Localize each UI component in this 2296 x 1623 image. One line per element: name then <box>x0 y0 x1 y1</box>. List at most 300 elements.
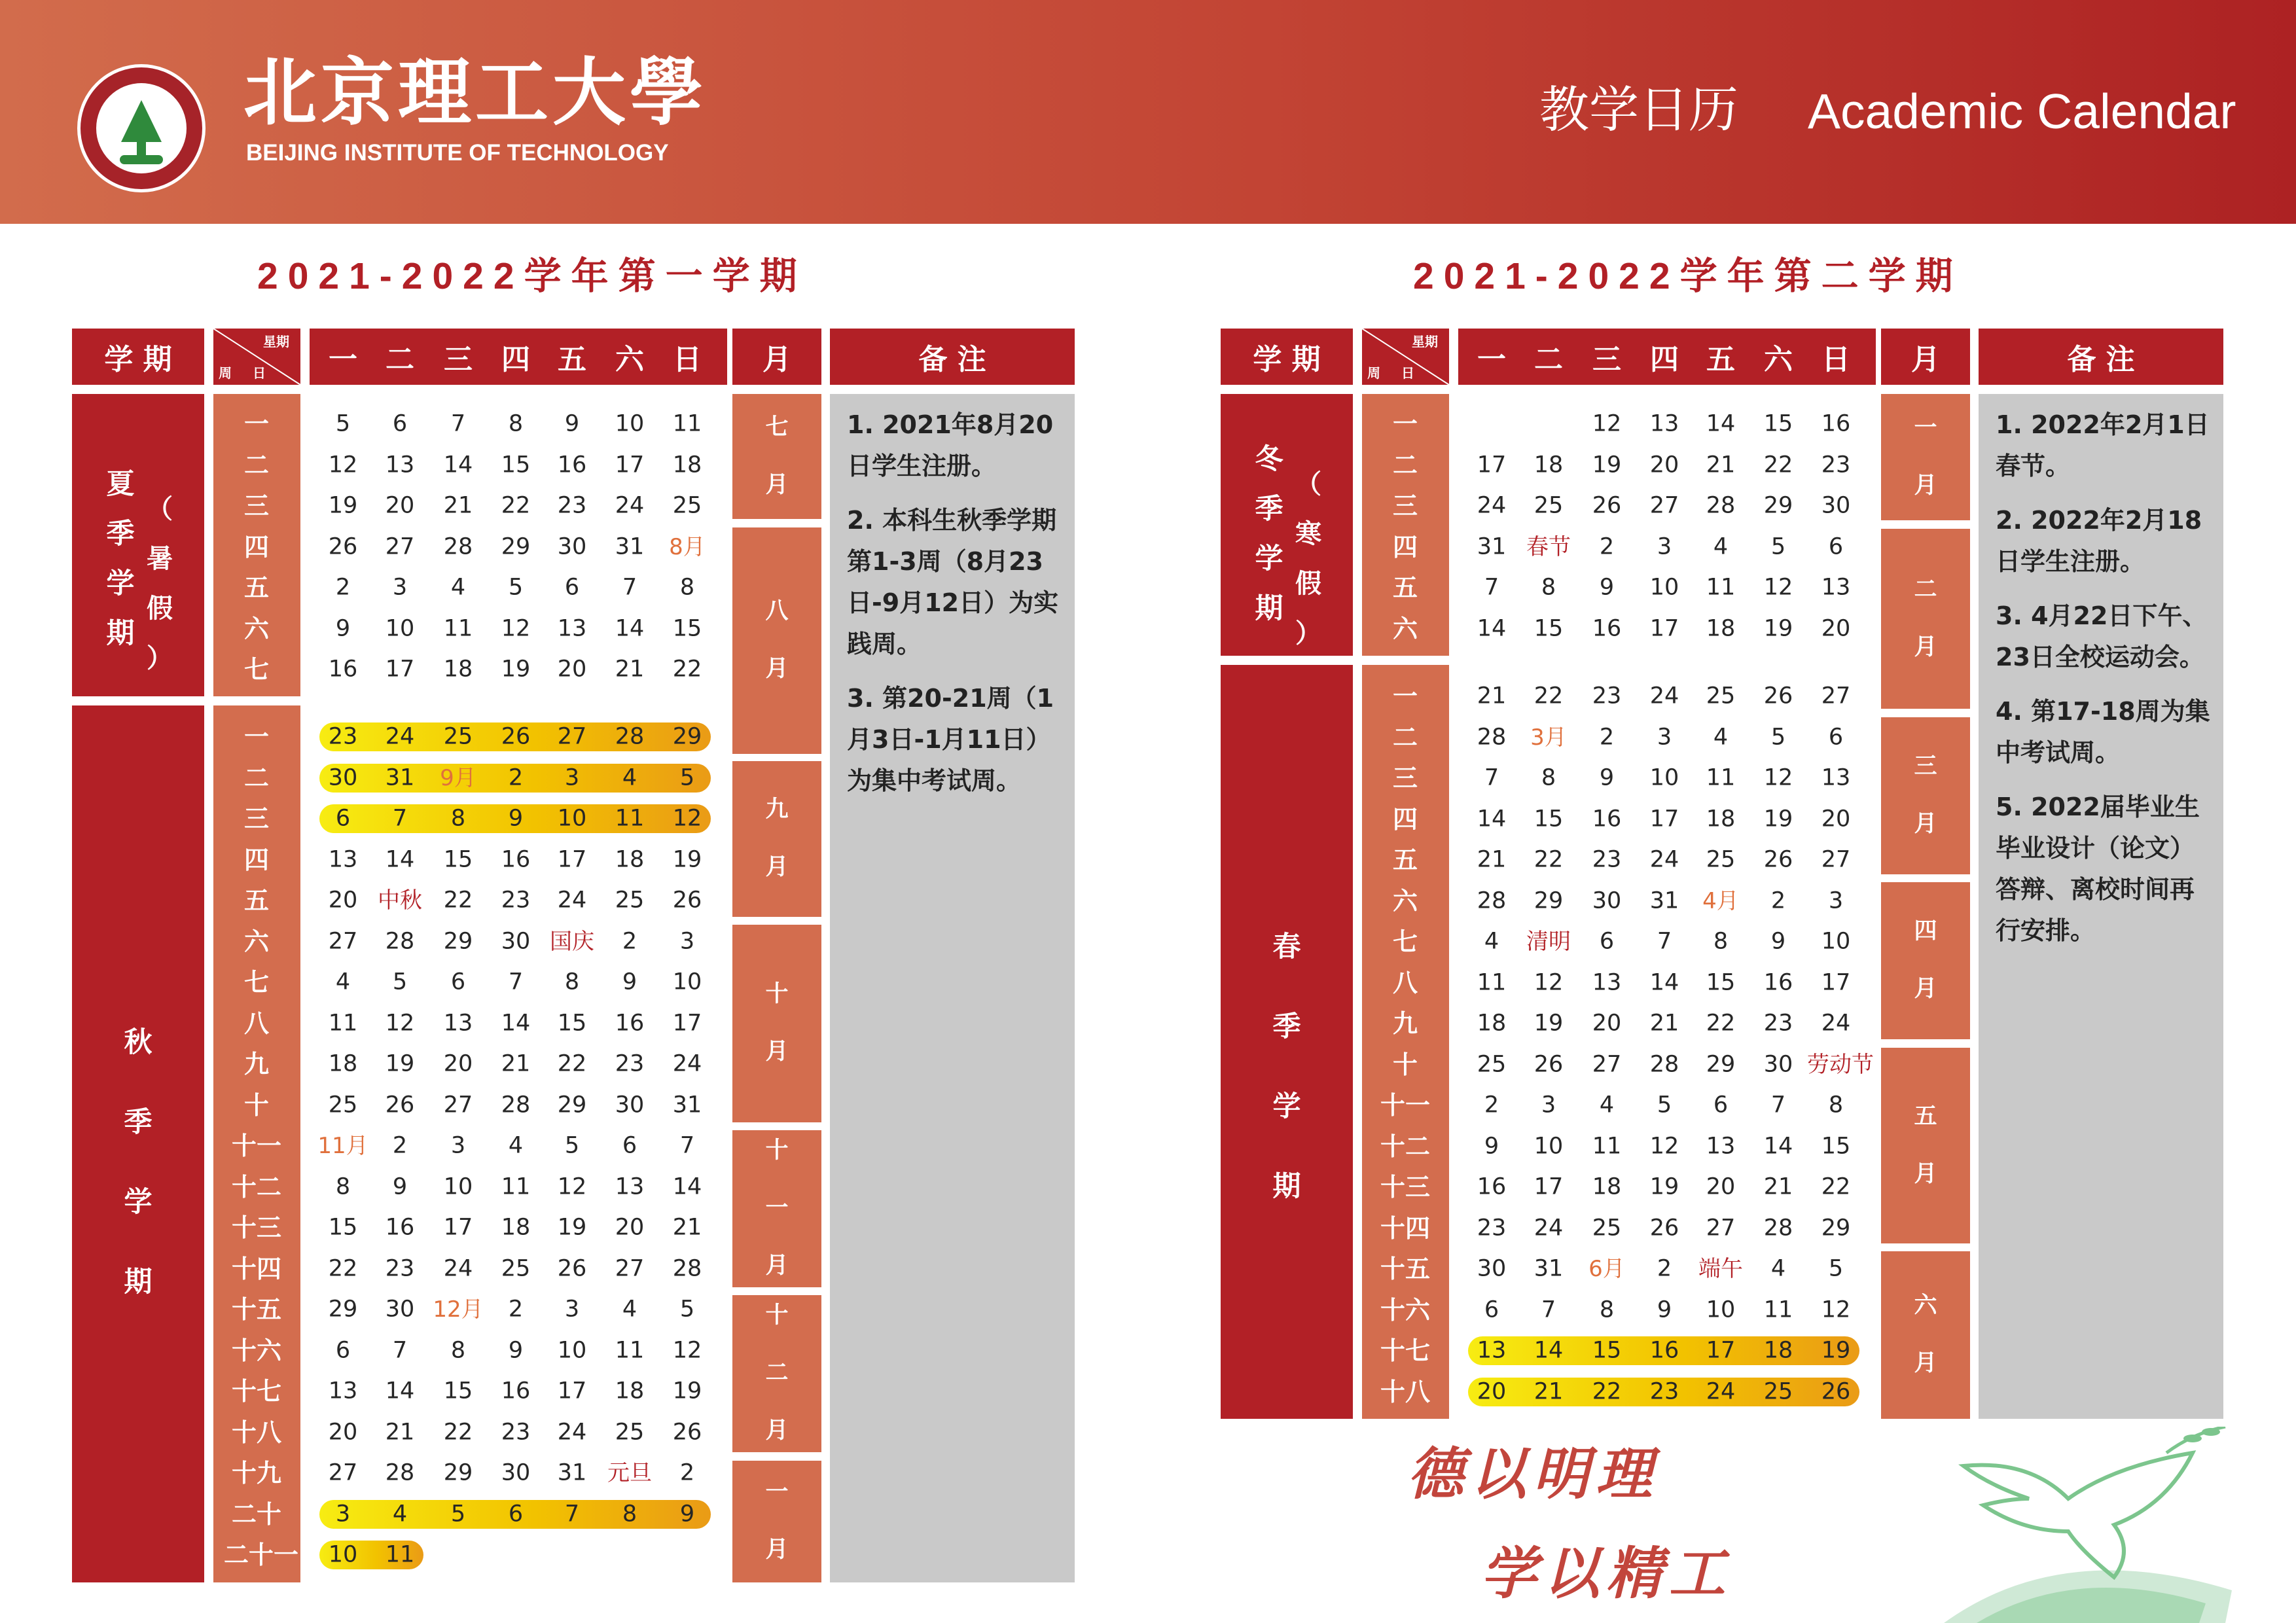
sem2-spring-day-cell: 10 <box>1534 1133 1564 1159</box>
sem2-spring-day-cell: 4 <box>1713 724 1729 750</box>
sem1-autumn-day-cell: 4 <box>392 1501 408 1527</box>
month-char: 月 <box>765 471 789 498</box>
sem2-spring-day-cell: 22 <box>1706 1010 1736 1037</box>
sem2-spring-week-label: 三 <box>1392 764 1418 793</box>
sem2-spring-day-cell: 3月 <box>1530 724 1567 751</box>
sem2-spring-day-cell: 6 <box>1599 928 1615 955</box>
sem1-autumn-day-cell: 24 <box>557 1419 587 1445</box>
sem2-spring-day-cell: 16 <box>1649 1337 1679 1364</box>
sem1-autumn-day-cell: 23 <box>615 1050 645 1077</box>
month-char: 三 <box>1914 753 1937 779</box>
sem2-winter-day-cell: 2 <box>1599 533 1615 560</box>
sem1-summer-day-cell: 20 <box>385 492 415 519</box>
calendar-title-en: Academic Calendar <box>1808 84 2236 139</box>
weekday-label: 四 <box>1650 343 1679 376</box>
sem1-autumn-day-cell: 16 <box>501 1378 531 1404</box>
sem2-spring-day-cell: 24 <box>1534 1215 1564 1241</box>
sem1-autumn-day-cell: 23 <box>385 1255 415 1281</box>
sem2-spring-week-label: 八 <box>1392 968 1418 997</box>
sem1-month-block <box>732 761 821 917</box>
sem2-spring-day-cell: 25 <box>1706 846 1736 873</box>
sem2-spring-week-label: 十三 <box>1380 1173 1430 1202</box>
sem1-summer-day-cell: 13 <box>557 615 587 641</box>
sem1-autumn-day-cell: 5 <box>392 969 408 995</box>
sem1-autumn-day-cell: 13 <box>328 1378 358 1404</box>
sem1-summer-day-cell: 23 <box>557 492 587 519</box>
sem1-summer-day-cell: 14 <box>443 452 473 478</box>
sem2-spring-week-label: 二 <box>1392 722 1418 752</box>
sem2-spring-week-label: 九 <box>1392 1009 1418 1038</box>
sem1-autumn-day-cell: 29 <box>328 1296 358 1323</box>
sem1-autumn-day-cell: 25 <box>501 1255 531 1281</box>
sem1-summer-day-cell: 16 <box>557 452 587 478</box>
sem2-winter-day-cell: 7 <box>1484 574 1499 601</box>
sem2-winter-day-cell: 4 <box>1713 533 1729 560</box>
sem1-summer-day-cell: 9 <box>564 410 580 437</box>
sem1-note-item: 2. 本科生秋季学期第1-3周（8月23日-9月12日）为实践周。 <box>847 506 1059 658</box>
sem1-autumn-day-cell: 16 <box>501 846 531 872</box>
sem1-summer-week-label: 六 <box>243 614 269 643</box>
sem1-autumn-day-cell: 7 <box>564 1501 580 1527</box>
sem2-winter-week-label: 一 <box>1392 410 1418 438</box>
sem2-spring-day-cell: 14 <box>1649 969 1679 995</box>
sem2-spring-week-label: 十五 <box>1380 1255 1430 1283</box>
sem1-summer-day-cell: 20 <box>557 656 587 683</box>
sem2-spring-day-cell: 8 <box>1541 764 1556 791</box>
weekday-label: 五 <box>1706 343 1735 376</box>
term-summer: 夏 季 学 期 （ 暑 假 ） <box>72 394 204 696</box>
sem2-spring-week-label: 十一 <box>1380 1091 1430 1120</box>
sem2-spring-day-cell: 24 <box>1821 1010 1851 1037</box>
sem1-autumn-day-cell: 14 <box>385 846 415 872</box>
sem1-autumn-week-label: 九 <box>243 1050 269 1079</box>
sem1-autumn-day-cell: 30 <box>385 1296 415 1323</box>
sem2-spring-day-cell: 15 <box>1592 1337 1622 1364</box>
sem2-winter-day-cell: 22 <box>1763 452 1793 478</box>
term-spring: 春 季 学 期 <box>1221 665 1353 1419</box>
semester2-title: 2021-2022学年第二学期 <box>1413 255 1963 297</box>
sem2-spring-day-cell: 22 <box>1534 683 1564 709</box>
sem2-spring-day-cell: 26 <box>1821 1378 1851 1404</box>
sem1-autumn-day-cell: 14 <box>672 1173 702 1200</box>
school-name-cn: 北京理工大學 <box>243 50 707 135</box>
month-char: 月 <box>1914 1160 1937 1187</box>
sem1-autumn-day-cell: 28 <box>615 723 645 750</box>
sem2-spring-day-cell: 2 <box>1657 1255 1672 1282</box>
sem2-spring-day-cell: 21 <box>1477 683 1507 709</box>
sem2-spring-day-cell: 29 <box>1706 1051 1736 1077</box>
sem1-autumn-day-cell: 9 <box>508 1337 524 1363</box>
sem2-spring-day-cell: 4月 <box>1702 887 1739 914</box>
sem2-spring-day-cell: 23 <box>1763 1010 1793 1037</box>
sem2-spring-day-cell: 12 <box>1534 969 1564 995</box>
sem2-spring-day-cell: 28 <box>1477 724 1507 750</box>
sem1-autumn-day-cell: 6 <box>622 1132 637 1159</box>
sem1-summer-day-cell: 10 <box>385 615 415 641</box>
peace-dove-icon <box>1918 1427 2258 1623</box>
month-char: 月 <box>765 656 789 682</box>
sem1-summer-day-cell: 24 <box>615 492 645 519</box>
sem1-autumn-day-cell: 25 <box>443 723 473 750</box>
sem2-spring-day-cell: 2 <box>1599 724 1615 750</box>
sem1-autumn-day-cell: 27 <box>328 1459 358 1486</box>
sem1-autumn-week-label: 十二 <box>231 1172 281 1202</box>
sem1-autumn-day-cell: 5 <box>564 1132 580 1159</box>
sem1-autumn-day-cell: 2 <box>679 1459 695 1486</box>
sem1-autumn-day-cell: 7 <box>679 1132 695 1159</box>
sem1-autumn-day-cell: 14 <box>501 1010 531 1036</box>
sem1-autumn-day-cell: 31 <box>672 1092 702 1118</box>
sem2-spring-day-cell: 18 <box>1592 1173 1622 1200</box>
sem2-spring-day-cell: 2 <box>1484 1092 1499 1118</box>
sem1-summer-week-label: 七 <box>243 655 269 684</box>
sem1-autumn-day-cell: 20 <box>615 1214 645 1241</box>
sem1-summer-day-cell: 6 <box>392 410 408 437</box>
sem1-autumn-day-cell: 9 <box>508 805 524 832</box>
sem1-month-block <box>732 1295 821 1452</box>
sem1-summer-day-cell: 16 <box>328 656 358 683</box>
sem1-autumn-day-cell: 17 <box>557 846 587 872</box>
sem1-summer-day-cell: 8 <box>508 410 524 437</box>
sem1-autumn-day-cell: 26 <box>672 1419 702 1445</box>
sem1-summer-week-label: 四 <box>243 532 269 562</box>
sem1-autumn-day-cell: 19 <box>672 1378 702 1404</box>
sem2-winter-day-cell: 16 <box>1592 615 1622 641</box>
sem1-autumn-day-cell: 5 <box>450 1501 466 1527</box>
sem1-summer-day-cell: 8月 <box>669 533 706 560</box>
sem2-spring-day-cell: 17 <box>1821 969 1851 995</box>
month-char: 月 <box>1914 811 1937 837</box>
sem2-spring-day-cell: 7 <box>1484 764 1499 791</box>
sem1-summer-day-cell: 19 <box>328 492 358 519</box>
sem1-autumn-day-cell: 5 <box>679 764 695 791</box>
sem1-autumn-day-cell: 24 <box>557 887 587 914</box>
sem2-month-block <box>1881 882 1970 1039</box>
header-banner <box>0 0 2296 224</box>
sem1-autumn-day-cell: 18 <box>615 1378 645 1404</box>
sem2-spring-day-cell: 25 <box>1763 1378 1793 1404</box>
sem1-autumn-day-cell: 23 <box>501 887 531 914</box>
weekday-label: 日 <box>1821 343 1850 376</box>
sem1-autumn-day-cell: 9月 <box>440 764 476 791</box>
sem2-winter-day-cell: 25 <box>1534 492 1564 519</box>
sem1-autumn-day-cell: 30 <box>501 928 531 954</box>
sem1-autumn-day-cell: 20 <box>328 887 358 914</box>
sem2-spring-day-cell: 11 <box>1706 764 1736 791</box>
sem2-spring-day-cell: 3 <box>1828 887 1844 914</box>
sem1-summer-day-cell: 11 <box>443 615 473 641</box>
month-char: 十 <box>765 981 789 1007</box>
sem1-autumn-day-cell: 28 <box>385 1459 415 1486</box>
sem1-autumn-day-cell: 22 <box>443 887 473 914</box>
sem2-winter-day-cell: 12 <box>1592 410 1622 437</box>
month-char: 一 <box>1914 414 1937 441</box>
sem1-autumn-day-cell: 20 <box>443 1050 473 1077</box>
sem2-spring-day-cell: 9 <box>1599 764 1615 791</box>
sem1-autumn-day-cell: 17 <box>443 1214 473 1241</box>
sem1-autumn-week-label: 三 <box>243 804 269 833</box>
sem1-month-block <box>732 394 821 519</box>
sem2-spring-day-cell: 16 <box>1477 1173 1507 1200</box>
sem1-autumn-week-label: 十六 <box>231 1336 281 1365</box>
sem2-note-item: 3. 4月22日下午、23日全校运动会。 <box>1996 601 2208 671</box>
header-notes-2: 备 注 <box>1979 329 2223 385</box>
sem2-spring-day-cell: 4 <box>1770 1255 1786 1282</box>
sem2-spring-day-cell: 4 <box>1599 1092 1615 1118</box>
sem2-spring-day-cell: 20 <box>1477 1378 1507 1404</box>
sem1-autumn-week-label: 二十一 <box>224 1541 299 1569</box>
sem2-spring-day-cell: 19 <box>1763 806 1793 832</box>
sem1-autumn-day-cell: 27 <box>443 1092 473 1118</box>
sem2-month-block <box>1881 394 1970 520</box>
sem2-note-item: 4. 第17-18周为集中考试周。 <box>1996 697 2210 767</box>
sem1-month-block <box>732 1461 821 1582</box>
month-char: 七 <box>765 414 789 440</box>
calendar-title-cn: 教学日历 <box>1539 80 1738 139</box>
sem2-spring-day-cell: 10 <box>1706 1296 1736 1323</box>
sem2-spring-day-cell: 22 <box>1592 1378 1622 1404</box>
sem1-autumn-day-cell: 5 <box>679 1296 695 1323</box>
sem1-autumn-day-cell: 12月 <box>433 1296 484 1323</box>
sem2-winter-day-cell: 5 <box>1770 533 1786 560</box>
sem1-autumn-day-cell: 25 <box>615 1419 645 1445</box>
school-name-en: BEIJING INSTITUTE OF TECHNOLOGY <box>246 140 669 166</box>
sem1-autumn-day-cell: 29 <box>443 1459 473 1486</box>
sem1-autumn-day-cell: 23 <box>501 1419 531 1445</box>
month-char: 月 <box>1914 472 1937 499</box>
sem1-autumn-day-cell: 9 <box>392 1173 408 1200</box>
sem1-autumn-day-cell: 4 <box>622 764 637 791</box>
sem2-spring-day-cell: 5 <box>1770 724 1786 750</box>
sem2-spring-week-label: 十 <box>1392 1050 1418 1079</box>
university-seal-icon <box>77 64 206 192</box>
sem1-autumn-day-cell: 17 <box>557 1378 587 1404</box>
sem2-spring-day-cell: 20 <box>1706 1173 1736 1200</box>
sem1-autumn-week-label: 二十 <box>231 1499 281 1529</box>
sem2-spring-week-label: 七 <box>1392 927 1418 956</box>
sem2-spring-day-cell: 3 <box>1657 724 1672 750</box>
sem2-spring-day-cell: 10 <box>1821 928 1851 955</box>
sem1-summer-week-label: 一 <box>243 410 269 438</box>
weekday-label: 六 <box>615 343 644 376</box>
motto-line-1: 德以明理 <box>1407 1441 1659 1507</box>
sem1-autumn-day-cell: 3 <box>335 1501 351 1527</box>
sem1-autumn-day-cell: 12 <box>557 1173 587 1200</box>
sem2-spring-day-cell: 17 <box>1534 1173 1564 1200</box>
month-char: 一 <box>765 1195 789 1221</box>
sem2-spring-day-cell: 24 <box>1649 683 1679 709</box>
weekday-label: 日 <box>673 343 702 376</box>
sem1-summer-day-cell: 5 <box>335 410 351 437</box>
weekday-label: 三 <box>1592 343 1621 376</box>
sem2-spring-day-cell: 6 <box>1484 1296 1499 1323</box>
sem1-autumn-day-cell: 9 <box>622 969 637 995</box>
sem2-spring-day-cell: 14 <box>1534 1337 1564 1364</box>
sem2-winter-day-cell: 13 <box>1821 574 1851 601</box>
sem2-spring-day-cell: 26 <box>1649 1215 1679 1241</box>
sem1-autumn-day-cell: 8 <box>450 805 466 832</box>
sem2-spring-day-cell: 20 <box>1592 1010 1622 1037</box>
sem1-autumn-day-cell: 10 <box>328 1541 358 1568</box>
term-winter: 冬 季 学 期 （ 寒 假 ） <box>1221 394 1353 656</box>
sem1-autumn-week-label: 十 <box>243 1090 269 1120</box>
sem2-spring-day-cell: 13 <box>1592 969 1622 995</box>
sem2-spring-day-cell: 12 <box>1649 1133 1679 1159</box>
sem1-autumn-day-cell: 25 <box>615 887 645 914</box>
sem2-spring-day-cell: 7 <box>1657 928 1672 955</box>
sem1-month-block <box>732 1130 821 1287</box>
sem2-winter-day-cell: 29 <box>1763 492 1793 519</box>
header-term-2: 学 期 <box>1221 329 1353 385</box>
sem1-autumn-day-cell: 8 <box>564 969 580 995</box>
sem1-autumn-week-label: 一 <box>243 722 269 751</box>
sem1-autumn-day-cell: 10 <box>557 1337 587 1363</box>
sem2-spring-week-label: 四 <box>1392 804 1418 834</box>
sem1-autumn-day-cell: 28 <box>501 1092 531 1118</box>
sem1-summer-day-cell: 22 <box>672 656 702 683</box>
term-autumn: 秋 季 学 期 <box>72 705 204 1582</box>
sem2-winter-day-cell: 14 <box>1477 615 1507 641</box>
header-week-day-corner-2: 星期 周 日 <box>1362 329 1449 385</box>
sem1-autumn-day-cell: 6 <box>508 1501 524 1527</box>
sem1-summer-day-cell: 3 <box>392 574 408 601</box>
sem1-summer-day-cell: 9 <box>335 615 351 641</box>
weekday-label: 四 <box>501 343 530 376</box>
sem2-spring-day-cell: 4 <box>1484 928 1499 955</box>
sem1-note-item: 3. 第20-21周（1月3日-1月11日）为集中考试周。 <box>847 684 1054 795</box>
sem1-summer-day-cell: 11 <box>672 410 702 437</box>
sem1-autumn-day-cell: 22 <box>328 1255 358 1281</box>
sem2-spring-day-cell: 27 <box>1821 846 1851 873</box>
sem1-autumn-day-cell: 21 <box>501 1050 531 1077</box>
sem1-autumn-day-cell: 13 <box>328 846 358 872</box>
sem1-summer-day-cell: 15 <box>501 452 531 478</box>
sem2-winter-week-label: 三 <box>1392 491 1418 520</box>
weekday-label: 一 <box>1477 343 1506 376</box>
sem2-spring-day-cell: 18 <box>1763 1337 1793 1364</box>
sem1-autumn-day-cell: 2 <box>392 1132 408 1159</box>
sem1-summer-day-cell: 5 <box>508 574 524 601</box>
sem1-autumn-day-cell: 13 <box>615 1173 645 1200</box>
sem1-autumn-day-cell: 10 <box>557 805 587 832</box>
sem2-spring-day-cell: 14 <box>1763 1133 1793 1159</box>
sem2-spring-day-cell: 8 <box>1828 1092 1844 1118</box>
sem2-winter-day-cell: 28 <box>1706 492 1736 519</box>
sem1-autumn-week-label: 四 <box>243 845 269 874</box>
sem2-spring-day-cell: 30 <box>1763 1051 1793 1077</box>
sem2-spring-day-cell: 26 <box>1763 683 1793 709</box>
sem1-autumn-day-cell: 10 <box>672 969 702 995</box>
sem2-spring-day-cell: 7 <box>1770 1092 1786 1118</box>
sem1-autumn-day-cell: 27 <box>557 723 587 750</box>
month-char: 五 <box>1914 1103 1937 1130</box>
sem2-winter-day-cell: 15 <box>1534 615 1564 641</box>
sem2-spring-day-cell: 11 <box>1592 1133 1622 1159</box>
sem1-autumn-day-cell: 3 <box>679 928 695 954</box>
sem2-spring-day-cell: 29 <box>1534 887 1564 914</box>
sem1-summer-week-label: 五 <box>243 573 269 602</box>
sem1-autumn-day-cell: 31 <box>385 764 415 791</box>
sem2-winter-day-cell: 14 <box>1706 410 1736 437</box>
month-char: 九 <box>765 796 789 823</box>
sem2-winter-day-cell: 26 <box>1592 492 1622 519</box>
sem1-autumn-day-cell: 元旦 <box>607 1460 652 1486</box>
sem1-autumn-day-cell: 26 <box>501 723 531 750</box>
sem2-winter-day-cell: 春节 <box>1526 533 1571 560</box>
sem1-autumn-day-cell: 4 <box>622 1296 637 1323</box>
sem1-autumn-day-cell: 26 <box>672 887 702 914</box>
sem2-winter-week-label: 六 <box>1392 614 1418 643</box>
sem1-autumn-day-cell: 24 <box>385 723 415 750</box>
month-char: 二 <box>1914 576 1937 603</box>
sem2-spring-day-cell: 6 <box>1713 1092 1729 1118</box>
sem1-autumn-week-label: 二 <box>243 763 269 793</box>
sem1-summer-day-cell: 31 <box>615 533 645 560</box>
sem1-summer-day-cell: 21 <box>615 656 645 683</box>
sem1-autumn-day-cell: 16 <box>615 1010 645 1036</box>
header-weekdays-2 <box>1458 329 1876 385</box>
sem2-winter-day-cell: 20 <box>1649 452 1679 478</box>
sem2-spring-day-cell: 9 <box>1770 928 1786 955</box>
sem2-spring-day-cell: 15 <box>1821 1133 1851 1159</box>
month-char: 十 <box>765 1302 789 1329</box>
sem2-spring-day-cell: 23 <box>1592 683 1622 709</box>
sem2-spring-day-cell: 26 <box>1763 846 1793 873</box>
sem1-autumn-day-cell: 22 <box>557 1050 587 1077</box>
sem2-winter-day-cell: 21 <box>1706 452 1736 478</box>
sem1-summer-day-cell: 12 <box>328 452 358 478</box>
sem2-spring-day-cell: 6月 <box>1588 1256 1625 1282</box>
sem2-spring-week-label: 十二 <box>1380 1132 1430 1161</box>
sem2-spring-day-cell: 27 <box>1821 683 1851 709</box>
sem2-spring-day-cell: 10 <box>1649 764 1679 791</box>
sem1-summer-day-cell: 17 <box>385 656 415 683</box>
sem2-winter-day-cell: 13 <box>1649 410 1679 437</box>
sem2-winter-week-label: 五 <box>1392 573 1418 602</box>
sem1-summer-day-cell: 28 <box>443 533 473 560</box>
header-notes: 备 注 <box>830 329 1075 385</box>
sem2-winter-day-cell: 23 <box>1821 452 1851 478</box>
sem1-summer-week-label: 三 <box>243 491 269 520</box>
sem2-winter-day-cell: 17 <box>1649 615 1679 641</box>
sem1-autumn-day-cell: 8 <box>450 1337 466 1363</box>
sem2-spring-day-cell: 21 <box>1534 1378 1564 1404</box>
sem1-autumn-day-cell: 21 <box>385 1419 415 1445</box>
sem1-autumn-day-cell: 7 <box>508 969 524 995</box>
month-char: 月 <box>1914 633 1937 660</box>
sem1-summer-day-cell: 18 <box>443 656 473 683</box>
sem2-spring-day-cell: 20 <box>1821 806 1851 832</box>
sem1-summer-day-cell: 25 <box>672 492 702 519</box>
sem2-spring-day-cell: 19 <box>1821 1337 1851 1364</box>
month-char: 月 <box>1914 976 1937 1002</box>
sem2-winter-day-cell: 16 <box>1821 410 1851 437</box>
sem2-spring-day-cell: 25 <box>1706 683 1736 709</box>
sem2-spring-day-cell: 19 <box>1649 1173 1679 1200</box>
sem1-autumn-week-label: 八 <box>243 1008 269 1038</box>
sem1-autumn-day-cell: 29 <box>557 1092 587 1118</box>
sem1-autumn-day-cell: 17 <box>672 1010 702 1036</box>
sem1-autumn-day-cell: 26 <box>557 1255 587 1281</box>
sem2-spring-day-cell: 12 <box>1821 1296 1851 1323</box>
sem2-note-item: 2. 2022年2月18日学生注册。 <box>1996 506 2202 576</box>
sem2-winter-day-cell: 6 <box>1828 533 1844 560</box>
sem1-autumn-day-cell: 27 <box>615 1255 645 1281</box>
sem2-month-block <box>1881 1251 1970 1419</box>
sem1-autumn-day-cell: 11 <box>328 1010 358 1036</box>
sem2-winter-day-cell: 8 <box>1541 574 1556 601</box>
sem1-autumn-day-cell: 3 <box>564 764 580 791</box>
